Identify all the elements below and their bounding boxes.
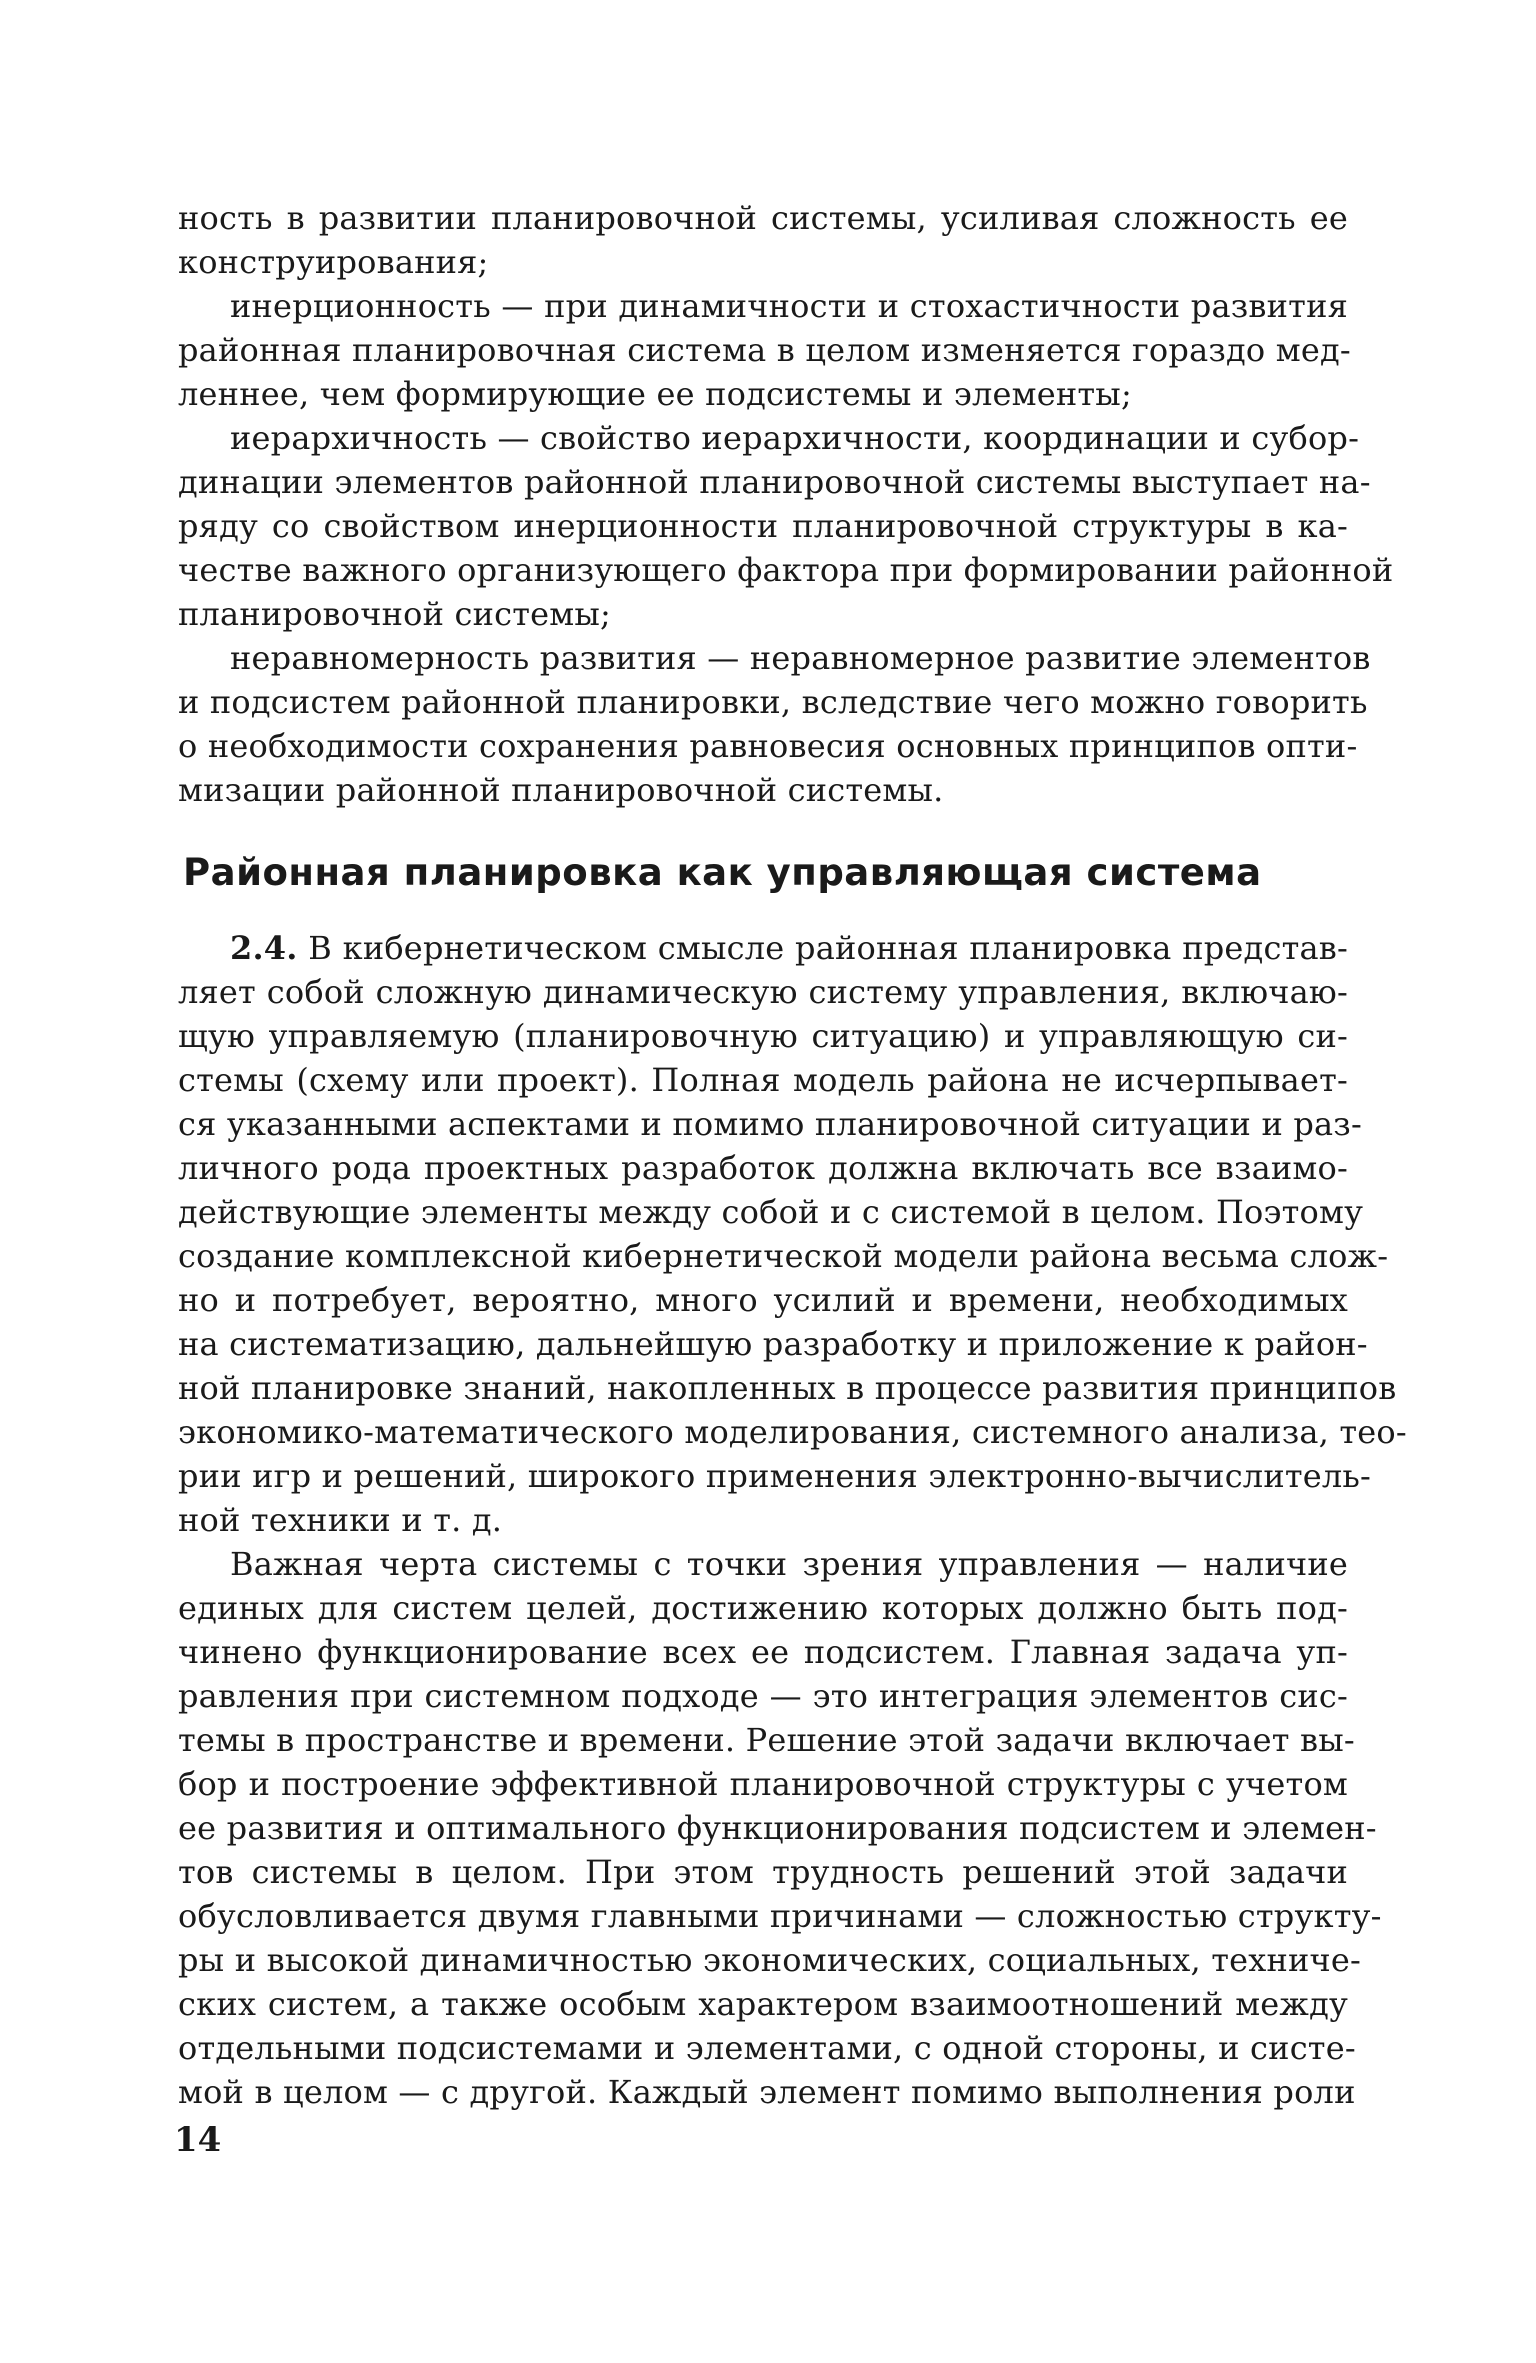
text-line: личного рода проектных разработок должна включать все взаимо- bbox=[178, 1149, 1348, 1187]
text-line: конструирования; bbox=[178, 243, 489, 281]
text-line: ряду со свойством инерционности планировочной структуры в ка- bbox=[178, 507, 1348, 545]
text-line: ских систем, а также особым характером взаимоотношений между bbox=[178, 1985, 1348, 2023]
text-line: районная планировочная система в целом изменяется гораздо мед- bbox=[178, 331, 1351, 369]
text-line: ляет собой сложную динамическую систему управления, включаю- bbox=[178, 973, 1348, 1011]
text-line: честве важного организующего фактора при формировании районной bbox=[178, 551, 1394, 589]
text-line: экономико-математического моделирования, системного анализа, тео- bbox=[178, 1413, 1407, 1451]
section-heading: Районная планировка как управляющая система bbox=[183, 851, 1262, 894]
text-line: щую управляемую (планировочную ситуацию) и управляющую си- bbox=[178, 1017, 1348, 1055]
text-line: действующие элементы между собой и с системой в целом. Поэтому bbox=[178, 1193, 1364, 1231]
section-number: 2.4. bbox=[230, 929, 298, 967]
text-line: на систематизацию, дальнейшую разработку и приложение к район- bbox=[178, 1325, 1368, 1363]
text-line-rest: В кибернетическом смысле районная планировка представ- bbox=[308, 929, 1348, 967]
text-line: равления при системном подходе — это интеграция элементов сис- bbox=[178, 1677, 1348, 1715]
text-line bbox=[230, 926, 1348, 970]
text-line: о необходимости сохранения равновесия основных принципов опти- bbox=[178, 727, 1358, 765]
text-line: обусловливается двумя главными причинами — сложностью структу- bbox=[178, 1897, 1382, 1935]
text-line: ной техники и т. д. bbox=[178, 1501, 503, 1539]
text-line: динации элементов районной планировочной системы выступает на- bbox=[178, 463, 1371, 501]
text-line: инерционность — при динамичности и стохастичности развития bbox=[230, 287, 1348, 325]
text-line: ся указанными аспектами и помимо планировочной ситуации и раз- bbox=[178, 1105, 1362, 1143]
text-line: неравномерность развития — неравномерное развитие элементов bbox=[230, 639, 1371, 677]
text-line: леннее, чем формирующие ее подсистемы и элементы; bbox=[178, 375, 1132, 413]
text-line: чинено функционирование всех ее подсистем. Главная задача уп- bbox=[178, 1633, 1348, 1671]
text-line: стемы (схему или проект). Полная модель района не исчерпывает- bbox=[178, 1061, 1348, 1099]
text-line: темы в пространстве и времени. Решение этой задачи включает вы- bbox=[178, 1721, 1355, 1759]
text-line: рии игр и решений, широкого применения электронно-вычислитель- bbox=[178, 1457, 1372, 1495]
text-line: отдельными подсистемами и элементами, с одной стороны, и систе- bbox=[178, 2029, 1356, 2067]
text-line: ность в развитии планировочной системы, усиливая сложность ее bbox=[178, 199, 1348, 237]
text-line: планировочной системы; bbox=[178, 595, 612, 633]
text-line: ной планировке знаний, накопленных в процессе развития принципов bbox=[178, 1369, 1397, 1407]
text-line: иерархичность — свойство иерархичности, координации и субор- bbox=[230, 419, 1360, 457]
text-line: создание комплексной кибернетической модели района весьма слож- bbox=[178, 1237, 1389, 1275]
text-line: Важная черта системы с точки зрения управления — наличие bbox=[230, 1545, 1348, 1583]
text-line: бор и построение эффективной планировочной структуры с учетом bbox=[178, 1765, 1348, 1803]
text-line: ее развития и оптимального функционирования подсистем и элемен- bbox=[178, 1809, 1377, 1847]
text-line: единых для систем целей, достижению которых должно быть под- bbox=[178, 1589, 1348, 1627]
text-line: но и потребует, вероятно, много усилий и времени, необходимых bbox=[178, 1281, 1348, 1319]
text-line: и подсистем районной планировки, вследствие чего можно говорить bbox=[178, 683, 1368, 721]
text-line: мой в целом — с другой. Каждый элемент помимо выполнения роли bbox=[178, 2073, 1356, 2111]
text-line: ры и высокой динамичностью экономических, социальных, техниче- bbox=[178, 1941, 1362, 1979]
page-number: 14 bbox=[174, 2120, 222, 2160]
text-line: тов системы в целом. При этом трудность решений этой задачи bbox=[178, 1853, 1348, 1891]
text-line: мизации районной планировочной системы. bbox=[178, 771, 944, 809]
